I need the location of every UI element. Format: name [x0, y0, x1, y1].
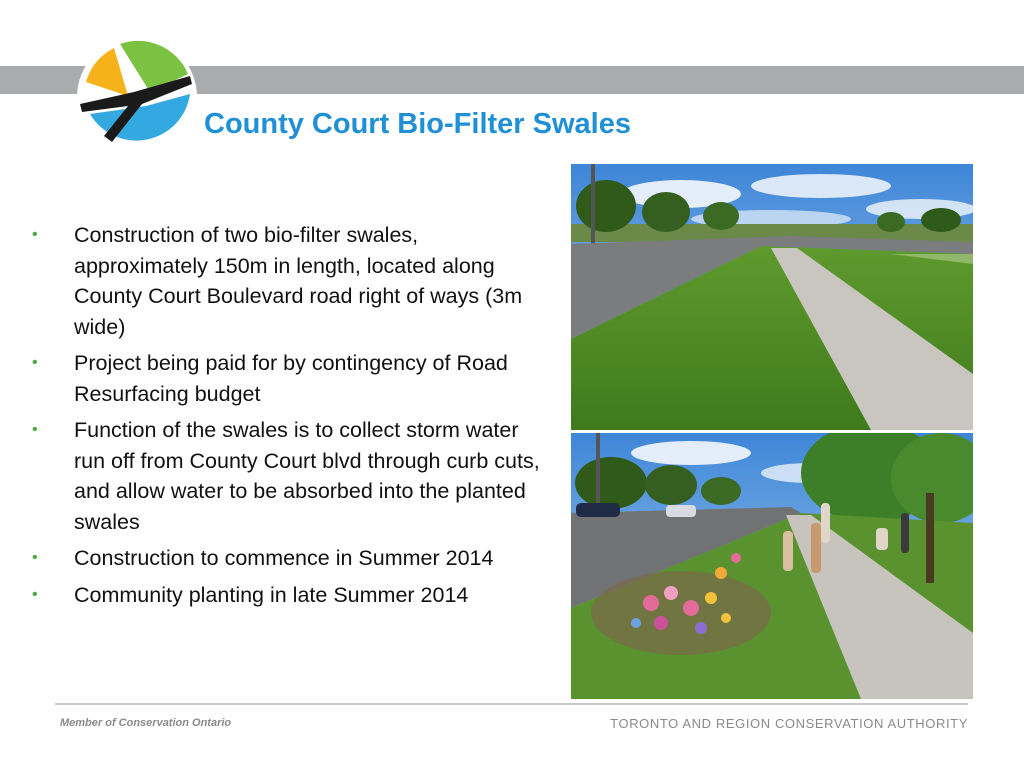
- footer-divider: [55, 703, 968, 705]
- bullet-marker: •: [32, 354, 38, 371]
- bullet-item: [28, 543, 548, 574]
- photo-existing-boulevard: [571, 164, 973, 430]
- bullet-marker: •: [32, 585, 38, 603]
- bullet-text: Construction to commence in Summer 2014: [74, 546, 494, 570]
- bullet-list: [28, 220, 548, 616]
- photo-planted-swale-rendering: [571, 433, 973, 699]
- bullet-marker: •: [32, 421, 38, 438]
- bullet-item: [28, 348, 548, 409]
- bullet-marker: •: [32, 549, 38, 566]
- footer-organization: TORONTO AND REGION CONSERVATION AUTHORITY: [610, 716, 968, 731]
- footer-membership: Member of Conservation Ontario: [60, 717, 232, 729]
- bullet-text: Project being paid for by contingency of Road Resurfacing budget: [74, 351, 508, 406]
- bullet-text: Construction of two bio-filter swales, approximately 150m in length, located along County Court Boulevard road right of ways (3m wide): [74, 223, 523, 339]
- slide-title: County Court Bio-Filter Swales: [204, 108, 631, 140]
- bullet-item: [28, 580, 548, 611]
- bullet-item: [28, 220, 548, 342]
- trca-logo-icon: [72, 34, 202, 160]
- bullet-item: [28, 415, 548, 537]
- bullet-text: Community planting in late Summer 2014: [74, 582, 469, 607]
- bullet-marker: •: [32, 226, 38, 243]
- bullet-text: Function of the swales is to collect storm water run off from County Court blvd through curb cuts, and allow water to be absorbed into the planted swales: [74, 418, 540, 534]
